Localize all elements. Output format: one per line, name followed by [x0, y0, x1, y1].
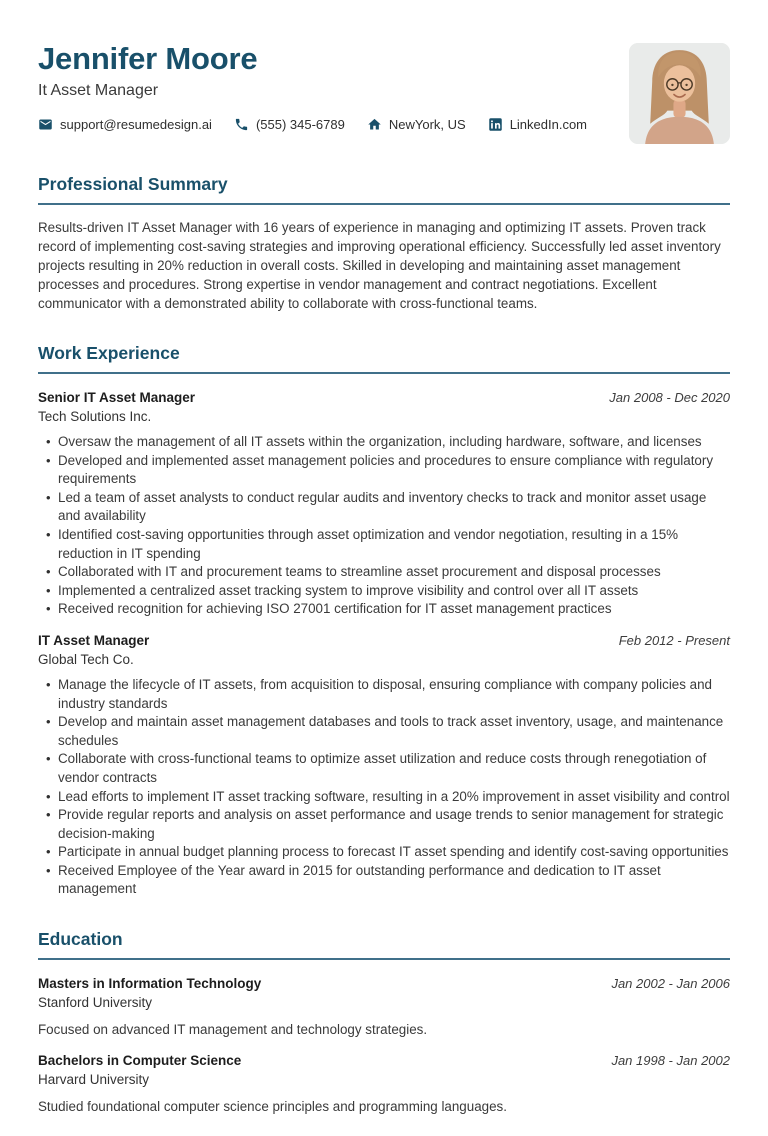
education-description: Studied foundational computer science principles and programming languages.	[38, 1099, 507, 1115]
contact-location	[367, 117, 466, 132]
contact-linkedin-text: LinkedIn.com	[509, 116, 588, 132]
job-dates: Feb 2012 - Present	[618, 632, 730, 648]
bullet-item: • Led a team of asset analysts to conduct regular audits and inventory checks to track and monitor asset usage and availability	[58, 489, 730, 526]
education-entry	[38, 1052, 730, 1116]
education-dates: Jan 1998 - Jan 2002	[611, 1053, 730, 1069]
job-company: Tech Solutions Inc.	[38, 409, 152, 424]
bullet-item: • Oversaw the management of all IT assets within the organization, including hardware, software, and licenses	[58, 433, 730, 452]
bullet-item: • Collaborated with IT and procurement teams to streamline asset procurement and disposal processes	[58, 563, 730, 582]
education-entry	[38, 975, 730, 1039]
bullet-item: • Participate in annual budget planning process to forecast IT asset spending and identify cost-saving opportunities	[58, 843, 730, 862]
summary-heading: Professional Summary	[38, 174, 228, 194]
bullet-item: • Identified cost-saving opportunities through asset optimization and vendor negotiation, resulting in a 15% reduction in IT spending	[58, 526, 730, 563]
bullet-item: • Implemented a centralized asset tracking system to improve visibility and control over all IT assets	[58, 582, 730, 601]
education-school: Harvard University	[38, 1072, 150, 1088]
education-dates: Jan 2002 - Jan 2006	[611, 976, 730, 992]
linkedin-icon	[488, 117, 503, 132]
contact-email[interactable]	[38, 117, 212, 132]
contact-location-text: NewYork, US	[388, 116, 466, 132]
bullet-item: • Lead efforts to implement IT asset tracking software, resulting in a 20% improvement in asset visibility and control	[58, 788, 730, 807]
job-entry-head	[38, 389, 730, 406]
job-entry	[38, 389, 730, 619]
education-entry-head	[38, 975, 730, 992]
home-icon	[367, 117, 382, 132]
profile-photo	[629, 43, 730, 144]
section-divider	[38, 372, 730, 374]
contact-email-text: support@resumedesign.ai	[60, 116, 212, 132]
bullet-item: • Received recognition for achieving ISO 27001 certification for IT asset management practices	[58, 600, 730, 619]
person-name: Jennifer Moore	[38, 41, 258, 76]
job-dates: Jan 2008 - Dec 2020	[609, 390, 730, 405]
bullet-item: • Collaborate with cross-functional teams to optimize asset utilization and reduce costs through renegotiation of vendor contracts	[58, 750, 730, 787]
profile-photo-illustration	[629, 43, 730, 144]
resume-header	[38, 42, 730, 144]
education-degree: Masters in Information Technology	[38, 976, 262, 992]
summary-text: Results-driven IT Asset Manager with 16 years of experience in managing and optimizing IT assets. Proven track record of implementing cost-saving strategies and improving operational efficiency. Successfully led asset inventory projects resulting in 20% reduction in overall costs. Skilled in developing and maintaining asset management processes and procedures. Strong expertise in vendor management and contract negotiations. Excellent communicator with a demonstrated ability to collaborate with cross-functional teams.	[38, 220, 721, 311]
education-description: Focused on advanced IT management and technology strategies.	[38, 1022, 428, 1038]
bullet-item: • Develop and maintain asset management databases and tools to track asset inventory, usage, and maintenance schedules	[58, 713, 730, 750]
education-entry-head	[38, 1052, 730, 1069]
bullet-item: • Received Employee of the Year award in 2015 for outstanding performance and dedication to IT asset management	[58, 862, 730, 899]
contact-linkedin[interactable]	[488, 117, 587, 132]
job-bullets	[38, 433, 730, 619]
email-icon	[38, 117, 53, 132]
bullet-item: • Provide regular reports and analysis on asset performance and usage trends to senior management for strategic decision-making	[58, 806, 730, 843]
job-company: Global Tech Co.	[38, 651, 134, 667]
contact-phone-text: (555) 345-6789	[255, 116, 345, 132]
section-experience	[38, 343, 730, 899]
section-divider	[38, 958, 730, 960]
contact-row	[38, 117, 587, 132]
person-job-title: It Asset Manager	[38, 81, 159, 99]
job-entry	[38, 632, 730, 899]
header-identity	[38, 42, 587, 132]
job-title: Senior IT Asset Manager	[38, 390, 196, 405]
job-title: IT Asset Manager	[38, 632, 150, 648]
education-heading: Education	[38, 929, 123, 950]
bullet-item: • Manage the lifecycle of IT assets, from acquisition to disposal, ensuring compliance with company policies and industry standards	[58, 676, 730, 713]
job-bullets	[38, 676, 730, 899]
phone-icon	[234, 117, 249, 132]
experience-heading: Work Experience	[38, 343, 180, 363]
education-school: Stanford University	[38, 995, 153, 1011]
education-degree: Bachelors in Computer Science	[38, 1053, 242, 1069]
bullet-item: • Developed and implemented asset management policies and procedures to ensure compliance with regulatory requirements	[58, 452, 730, 489]
section-summary	[38, 174, 730, 313]
contact-phone[interactable]	[234, 117, 345, 132]
job-entry-head	[38, 632, 730, 649]
section-divider	[38, 203, 730, 205]
section-education	[38, 929, 730, 1116]
